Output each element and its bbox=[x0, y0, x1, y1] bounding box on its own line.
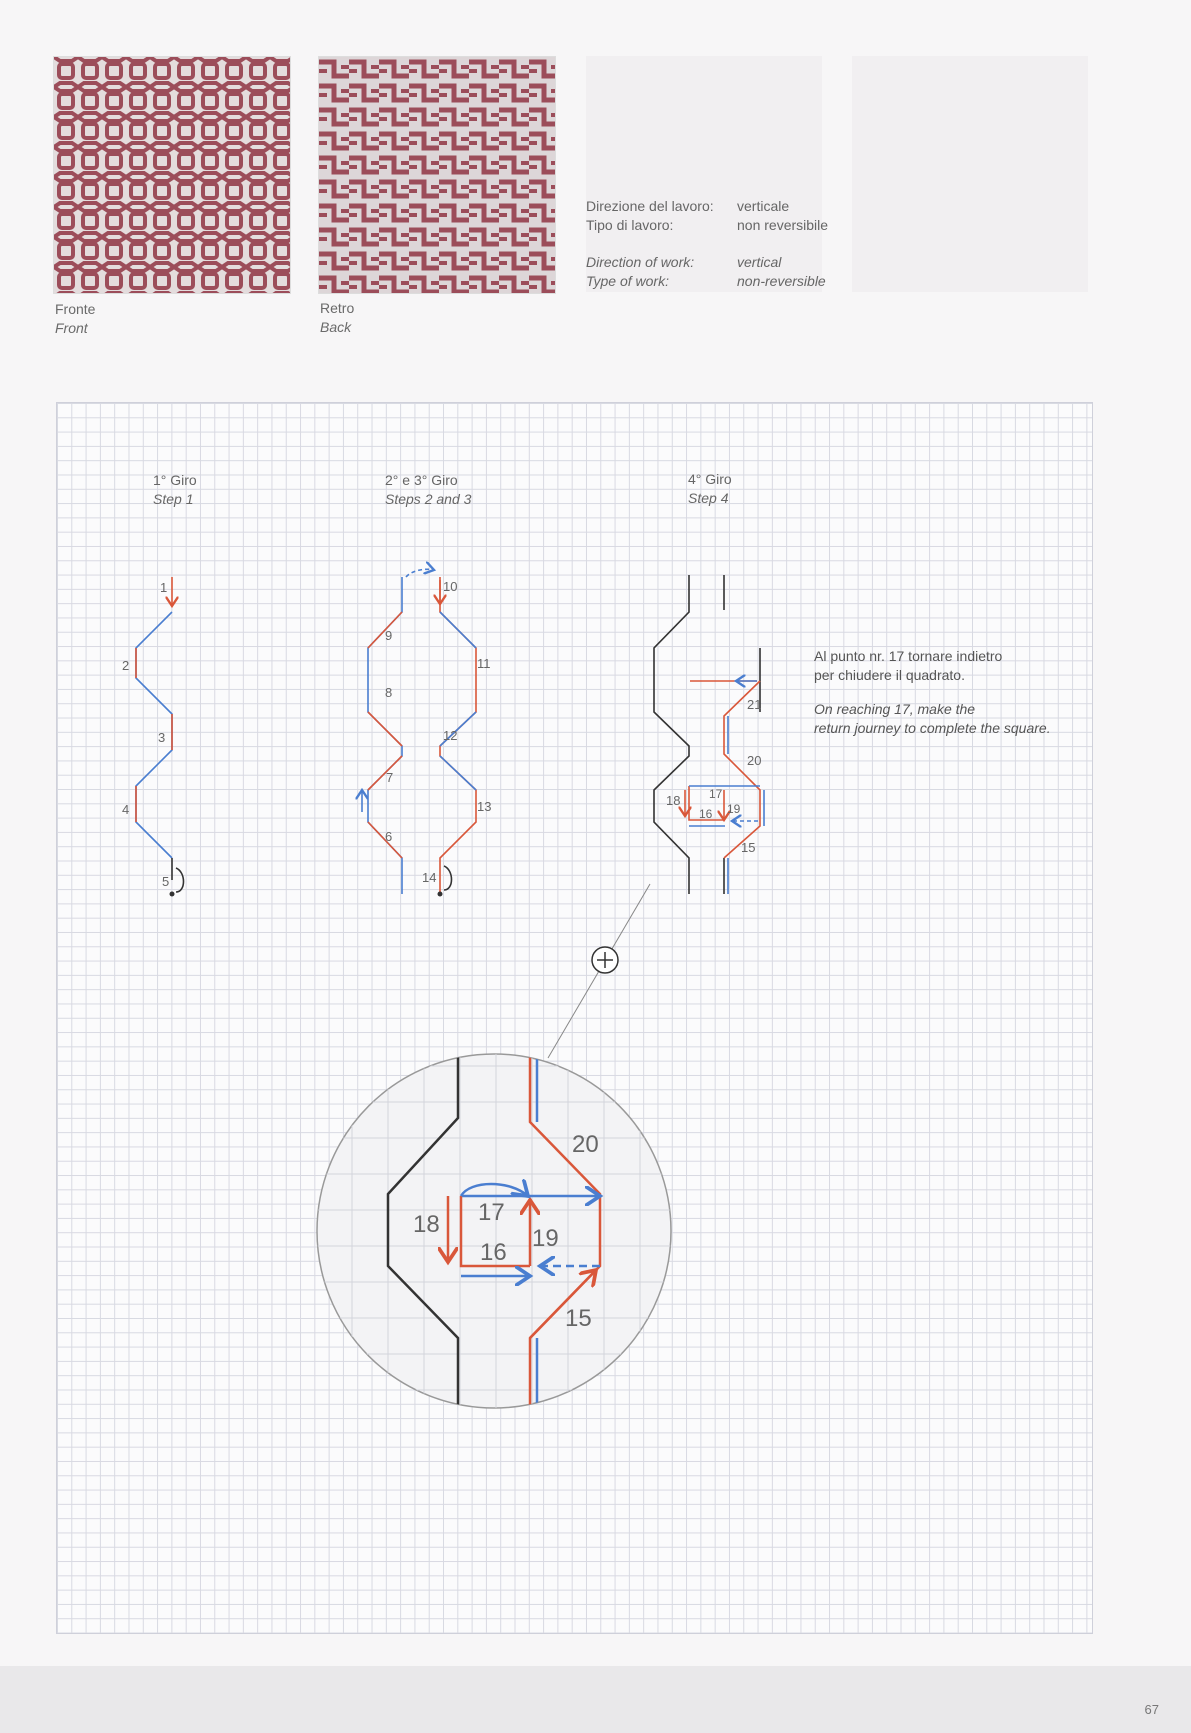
zoom-connector bbox=[548, 884, 650, 1058]
page-number: 67 bbox=[1144, 1702, 1159, 1717]
note-italian: Al punto nr. 17 tornare indietro per chiudere il quadrato. bbox=[814, 648, 1003, 683]
svg-text:14: 14 bbox=[422, 870, 437, 885]
note-english: On reaching 17, make the return journey to complete the square. bbox=[814, 701, 1051, 736]
svg-text:15: 15 bbox=[741, 840, 756, 855]
svg-text:18: 18 bbox=[413, 1211, 440, 1238]
step-4-title: 4° Giro Step 4 bbox=[688, 471, 732, 506]
svg-text:3: 3 bbox=[158, 730, 166, 745]
svg-text:1: 1 bbox=[160, 580, 168, 595]
svg-text:17: 17 bbox=[478, 1199, 505, 1226]
svg-text:4: 4 bbox=[122, 802, 130, 817]
svg-text:20: 20 bbox=[747, 753, 762, 768]
step-1-diagram bbox=[122, 577, 184, 897]
svg-text:16: 16 bbox=[480, 1239, 507, 1266]
svg-text:11: 11 bbox=[477, 656, 491, 671]
svg-text:7: 7 bbox=[386, 770, 394, 785]
svg-text:9: 9 bbox=[385, 628, 393, 643]
svg-text:21: 21 bbox=[747, 697, 762, 712]
svg-text:8: 8 bbox=[385, 685, 393, 700]
svg-text:18: 18 bbox=[666, 793, 681, 808]
svg-text:13: 13 bbox=[477, 799, 492, 814]
svg-text:10: 10 bbox=[443, 579, 458, 594]
zoom-detail bbox=[317, 1054, 671, 1408]
svg-text:2: 2 bbox=[122, 658, 130, 673]
svg-text:17: 17 bbox=[709, 787, 723, 801]
svg-text:12: 12 bbox=[443, 728, 458, 743]
svg-text:5: 5 bbox=[162, 874, 170, 889]
step-2-3-title: 2° e 3° Giro Steps 2 and 3 bbox=[385, 472, 472, 507]
step-4-diagram bbox=[654, 575, 764, 894]
svg-text:19: 19 bbox=[727, 802, 741, 816]
spec-italian: Direzione del lavoro: verticale Tipo di lavoro: non reversibile bbox=[586, 198, 829, 233]
step-2-3-diagram bbox=[362, 569, 491, 896]
svg-text:15: 15 bbox=[565, 1305, 592, 1332]
step-1-title: 1° Giro Step 1 bbox=[153, 472, 197, 507]
footer-band bbox=[0, 1666, 1191, 1733]
svg-text:6: 6 bbox=[385, 829, 393, 844]
svg-text:19: 19 bbox=[532, 1225, 559, 1252]
svg-text:20: 20 bbox=[572, 1131, 599, 1158]
back-caption: Retro Back bbox=[320, 300, 355, 335]
svg-text:16: 16 bbox=[699, 807, 713, 821]
spec-english: Direction of work: vertical Type of work: non-reversible bbox=[586, 254, 826, 289]
front-caption: Fronte Front bbox=[55, 301, 96, 336]
